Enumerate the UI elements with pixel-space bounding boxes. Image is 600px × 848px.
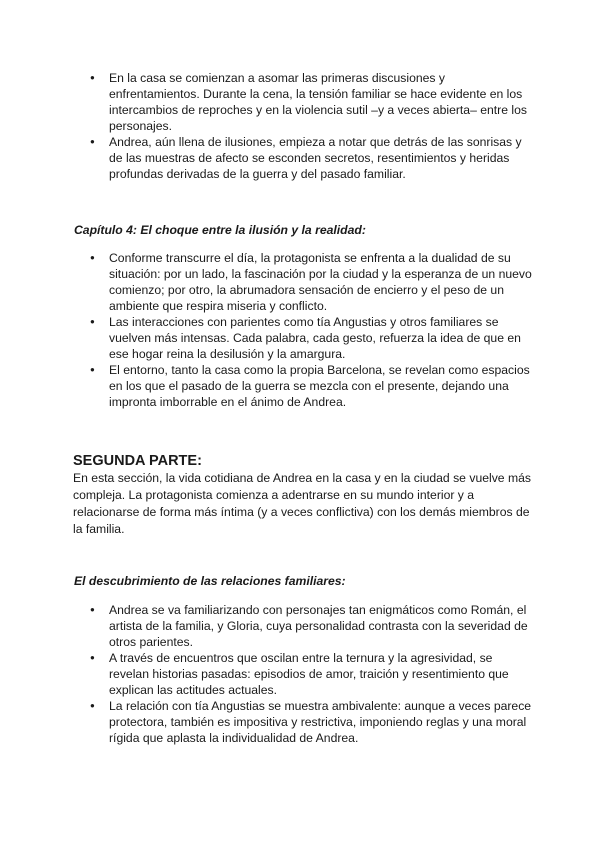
list-item: ● En la casa se comienzan a asomar las primeras discusiones y enfrentamientos. Durante la cena, la tensión familiar se hace evidente en los intercambios de reproches y en la violencia sutil –y a veces abierta– entre los personajes.: [74, 70, 534, 134]
part2-heading: SEGUNDA PARTE:: [73, 453, 202, 469]
list-item: ● Andrea se va familiarizando con personajes tan enigmáticos como Román, el artista de la familia, y Gloria, cuya personalidad contrasta con la severidad de otros parientes.: [74, 602, 534, 650]
list-item: ● A través de encuentros que oscilan entre la ternura y la agresividad, se revelan historias pasadas: episodios de amor, traición y resentimiento que explican las actitudes actuales.: [74, 650, 534, 698]
list-item: ● Andrea, aún llena de ilusiones, empieza a notar que detrás de las sonrisas y de las muestras de afecto se esconden secretos, resentimientos y heridas profundas derivadas de la guerra y del pasado familiar.: [74, 134, 534, 182]
chapter4-heading: Capítulo 4: El choque entre la ilusión y la realidad:: [74, 223, 366, 237]
bullet-list-chapter4: [74, 250, 534, 410]
list-item: ● La relación con tía Angustias se muestra ambivalente: aunque a veces parece protectora, también es impositiva y restrictiva, imponiendo reglas y una moral rígida que aplasta la individualidad de Andrea.: [74, 698, 534, 746]
bullet-list-relations: [74, 602, 534, 746]
list-item: ● Conforme transcurre el día, la protagonista se enfrenta a la dualidad de su situación: por un lado, la fascinación por la ciudad y la esperanza de un nuevo comienzo; por otro, la abrumadora sensación de encierro y el peso de un ambiente que respira miseria y conflicto.: [74, 250, 534, 314]
list-item: ● El entorno, tanto la casa como la propia Barcelona, se revelan como espacios en los que el pasado de la guerra se mezcla con el presente, dejando una impronta imborrable en el ánimo de Andrea.: [74, 362, 534, 410]
part2-paragraph: En esta sección, la vida cotidiana de Andrea en la casa y en la ciudad se vuelve más compleja. La protagonista comienza a adentrarse en su mundo interior y a relacionarse de forma más íntima (y a veces conflictiva) con los demás miembros de la familia.: [73, 471, 531, 536]
list-item: ● Las interacciones con parientes como tía Angustias y otros familiares se vuelven más intensas. Cada palabra, cada gesto, refuerza la idea de que en ese hogar reina la desilusión y la amargura.: [74, 314, 534, 362]
relations-heading: El descubrimiento de las relaciones familiares:: [74, 574, 346, 588]
bullet-list-section1: [74, 70, 534, 182]
